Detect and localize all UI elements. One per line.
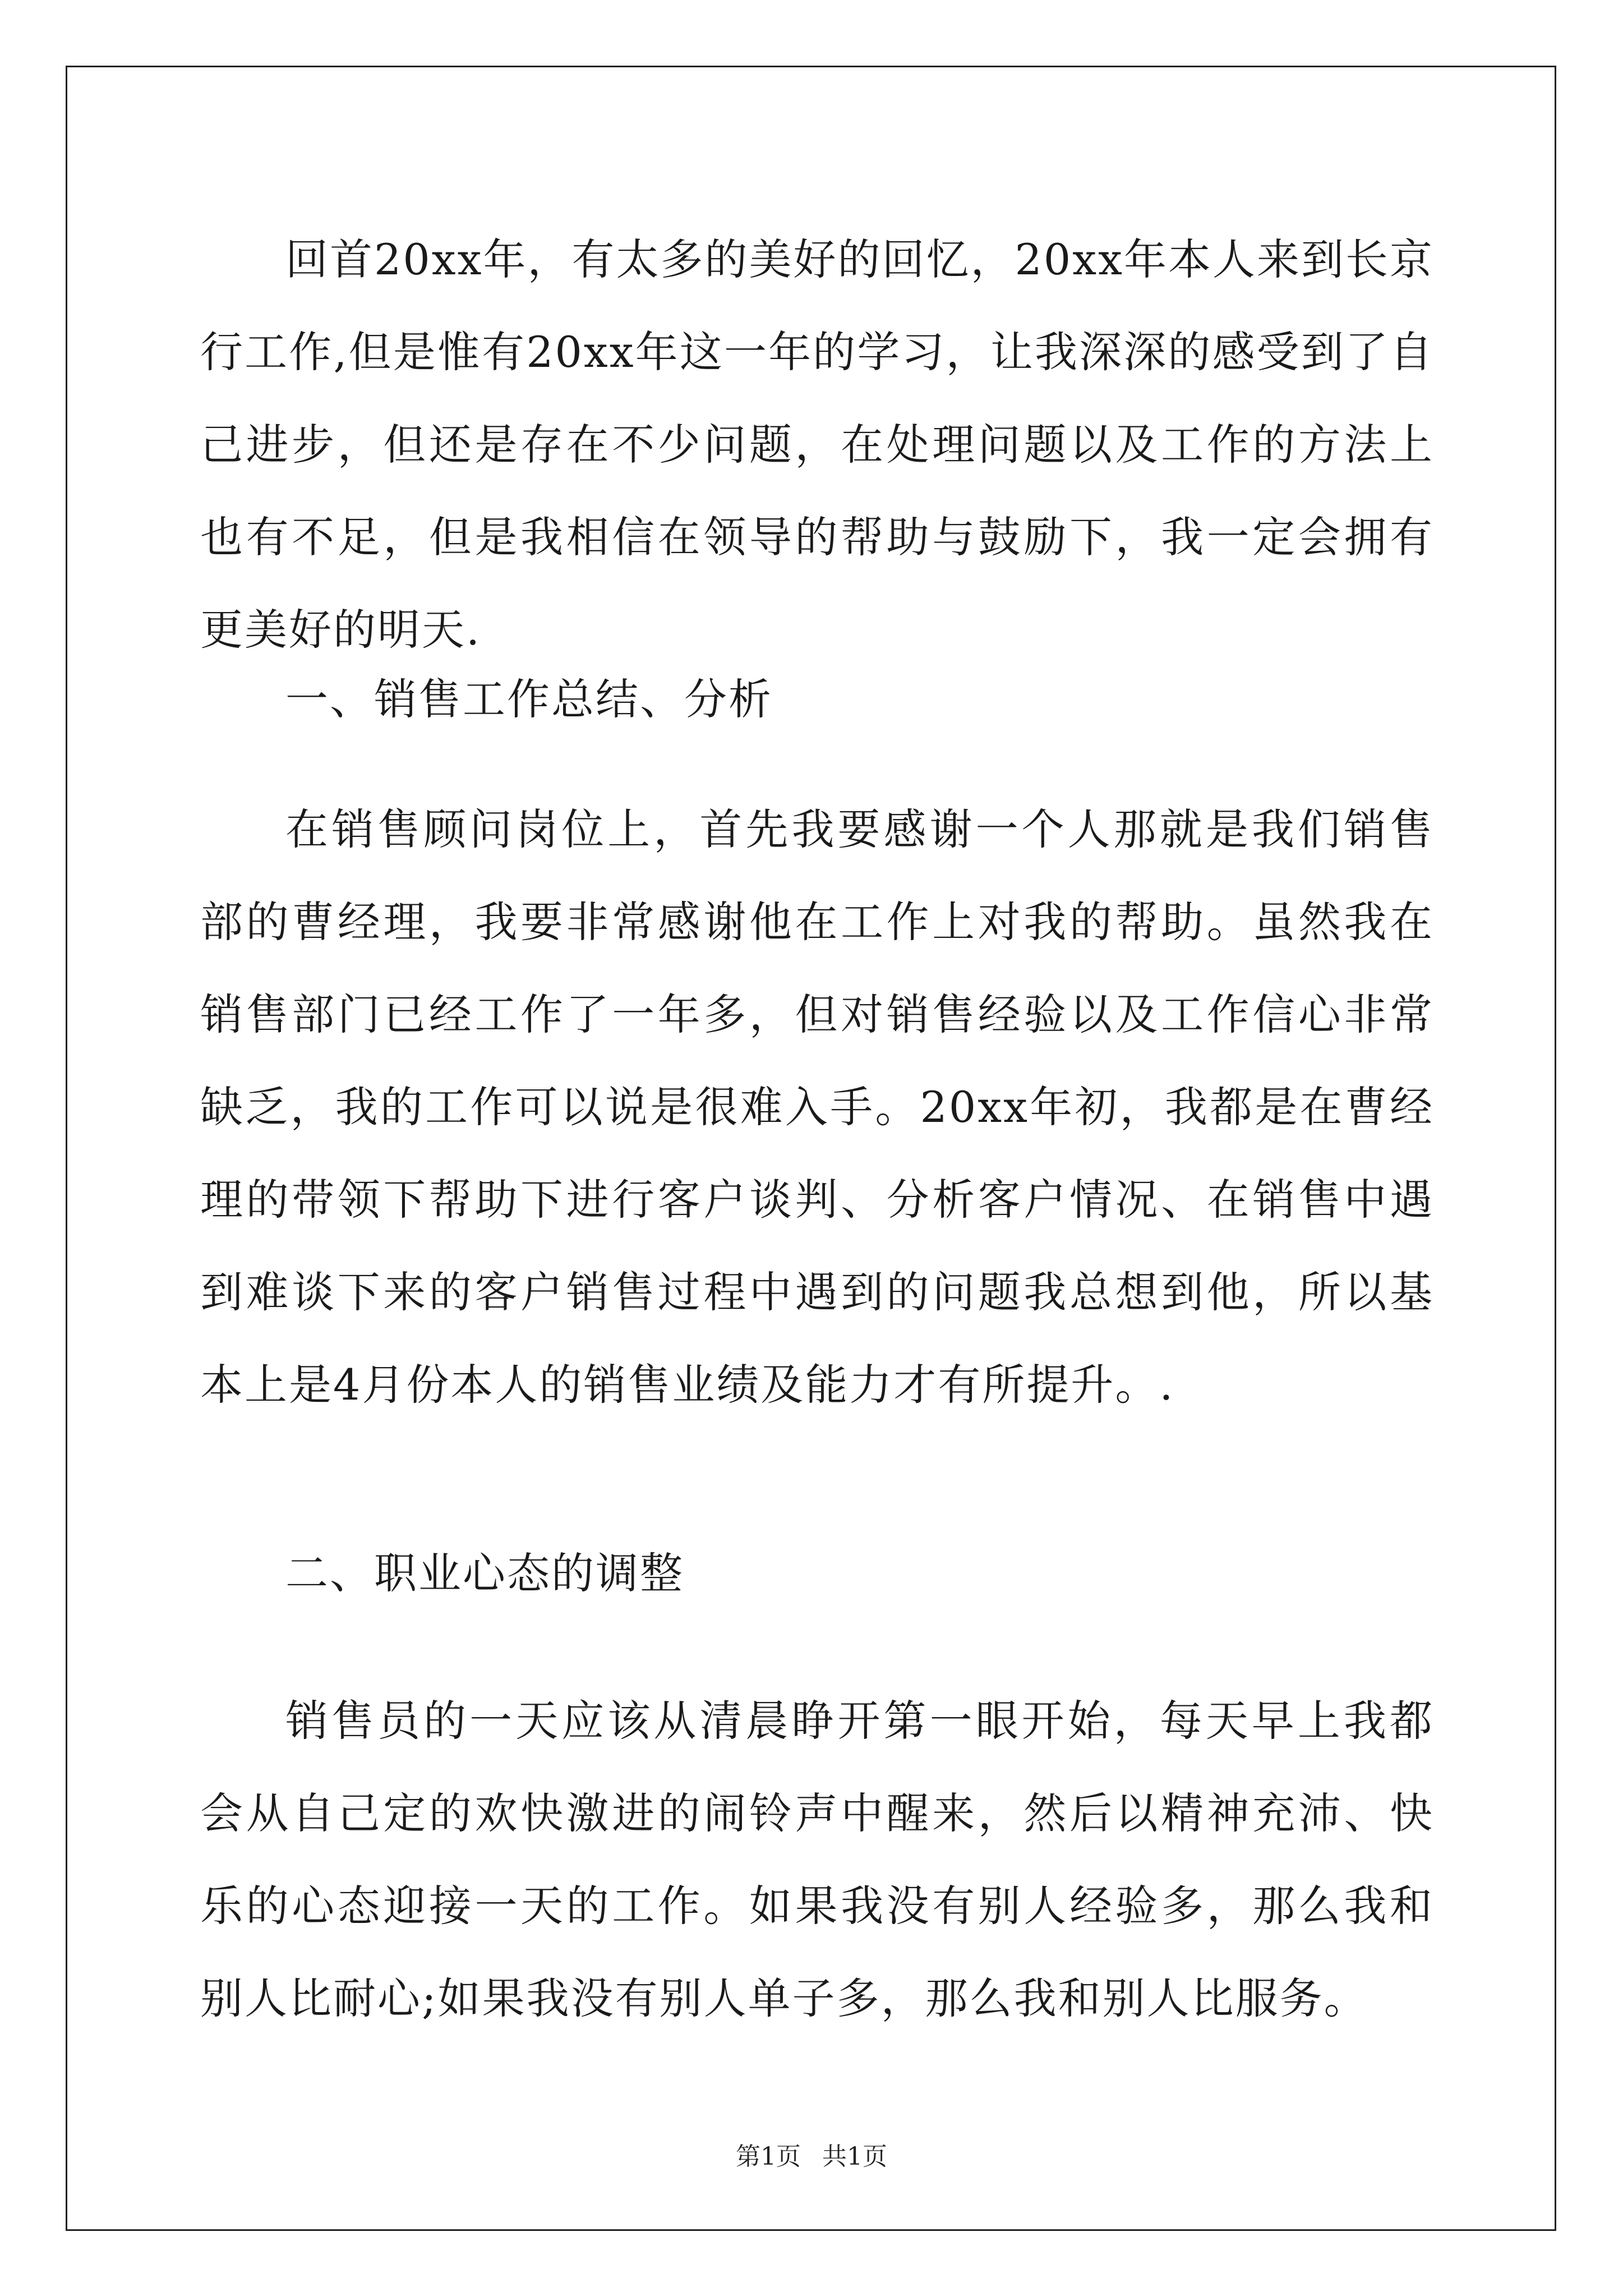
paragraph-sales-summary: 在销售顾问岗位上，首先我要感谢一个人那就是我们销售部的曹经理，我要非常感谢他在工作上对我的帮助。虽然我在销售部门已经工作了一年多，但对销售经验以及工作信心非常缺乏，我的工作可以说是很难入手。20xx年初，我都是在曹经理的带领下帮助下进行客户谈判、分析客户情况、在销售中遇到难谈下来的客户销售过程中遇到的问题我总想到他，所以基本上是4月份本人的销售业绩及能力才有所提升。. — [200, 804, 1434, 1410]
page-number: 第1页 — [736, 2142, 801, 2171]
page-total: 共1页 — [822, 2142, 887, 2171]
paragraph-intro: 回首20xx年，有太多的美好的回忆，20xx年本人来到长京行工作,但是惟有20xx年这一年的学习，让我深深的感受到了自己进步，但还是存在不少问题，在处理问题以及工作的方法上也有不足，但是我相信在领导的帮助与鼓励下，我一定会拥有更美好的明天. — [200, 234, 1434, 655]
page-footer — [0, 2140, 1623, 2174]
section-heading-mindset: 二、职业心态的调整 — [285, 1548, 684, 1598]
paragraph-mindset: 销售员的一天应该从清晨睁开第一眼开始，每天早上我都会从自己定的欢快激进的闹铃声中醒来，然后以精神充沛、快乐的心态迎接一天的工作。如果我没有别人经验多，那么我和别人比耐心;如果我没有别人单子多，那么我和别人比服务。 — [200, 1696, 1434, 2023]
section-heading-sales-summary: 一、销售工作总结、分析 — [285, 674, 773, 724]
